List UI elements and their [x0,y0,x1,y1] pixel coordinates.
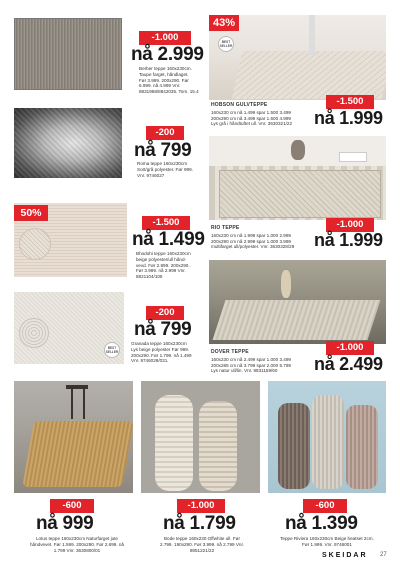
riviera-discount-tag: -600 [303,499,347,513]
granada-best-seller-badge: BEST SELLER [104,342,120,358]
dover-description: DOVER TEPPE 160x230 cm nå 2.499 spar 1.000 3.499 200x285 cm nå 3.799 spar 2.000 5.799 Lys natur ull/lin. Vnr. 8831159/60 [211,349,291,374]
roma-price: nå 799 [134,140,192,161]
hobson-discount-tag: -1.500 [326,95,374,109]
brand-logo: SKEIDAR [322,552,368,559]
rio-price: nå 1.999 [314,230,383,250]
bhodohi-swatch-image [19,228,51,260]
roma-rug-image [14,108,122,178]
bhodohi-description: Bhodohi teppe 160x230cm beige polyester/ull hånd- vevd. Før 2.999. 200x290. Før 3.999. nå 2.999 Vnr. 8821104/105 [136,251,191,280]
rio-description: RIO TEPPE 160x230 cm nå 1.999 spar 1.000 2.999 200x290 cm nå 2.999 spar 1.000 3.999 multifarget ull/polyester. Vnr. 3630328/29 [211,225,295,250]
bode-price: nå 1.799 [163,513,236,534]
berber-discount-tag: -1.000 [139,31,191,45]
hobson-best-seller-badge: BEST SELLER [218,36,234,52]
hobson-description: HOBSON GULVTEPPE 160x230 cm nå 1.499 spar 1.500 3.499 200x290 cm nå 3.499 spar 1.500 4.999 Lys grå i håndtuftet ull. Vnr. 3630321/22 [211,102,293,127]
page-number: 27 [380,552,387,558]
lotus-room-image [14,381,133,493]
riviera-price: nå 1.399 [285,513,358,534]
lotus-price: nå 999 [36,513,94,534]
granada-swatch-image [19,318,49,348]
hobson-price: nå 1.999 [314,108,383,128]
rio-room-image [209,136,386,220]
granada-price: nå 799 [134,319,192,340]
riviera-rug-image [268,381,386,493]
bhodohi-discount-tag: -1.500 [142,216,190,230]
granada-discount-tag: -200 [146,306,184,320]
roma-description: Roma teppe 160x230cm Sort/grå polyester. Før 999. Vnr. 9746027 [137,161,193,178]
riviera-description: Teppe Riviera 160x230cm Beige heatset 2cm. Før 1.999. Vnr. 9746001 [280,536,374,547]
rio-discount-tag: -1.000 [326,218,374,232]
lotus-description: Lotus teppe 160x230cm Naturfarget jute håndvevet. Før 1.599. 200x290. Før 2.699. nå 1.799 Vnr. 3630800/01 [30,536,124,553]
granada-description: Granada teppe 160x230cm Lys beige polyester Før 999. 200x290. Før 1.799. nå 1.499 Vnr. 9746028/031. [131,341,192,364]
hobson-percent-badge: 43% [209,15,239,31]
bode-discount-tag: -1.000 [177,499,225,513]
lotus-discount-tag: -600 [50,499,94,513]
bode-description: Bode teppe 160x230 Offwhite ull. Før 2.799. 190x290. Før 3.999. nå 2.799 Vnr. 8851221/22 [159,536,245,553]
bhodohi-percent-badge: 50% [14,205,48,221]
bode-rug-image [141,381,260,493]
dover-room-image [209,260,386,344]
dover-price: nå 2.499 [314,354,383,374]
bhodohi-price: nå 1.499 [132,229,205,250]
roma-discount-tag: -200 [146,126,184,140]
berber-rug-image [14,18,122,90]
berber-description: Berber teppe 160x230cm. Taupe farget, håndlaget. Før 3.999. 200x290. Før 6.999. nå 4.999 Vnr. 8831968/8842035. Tom. 15.4 [139,66,199,95]
dover-discount-tag: -1.000 [326,341,374,355]
berber-price: nå 2.999 [131,44,204,65]
